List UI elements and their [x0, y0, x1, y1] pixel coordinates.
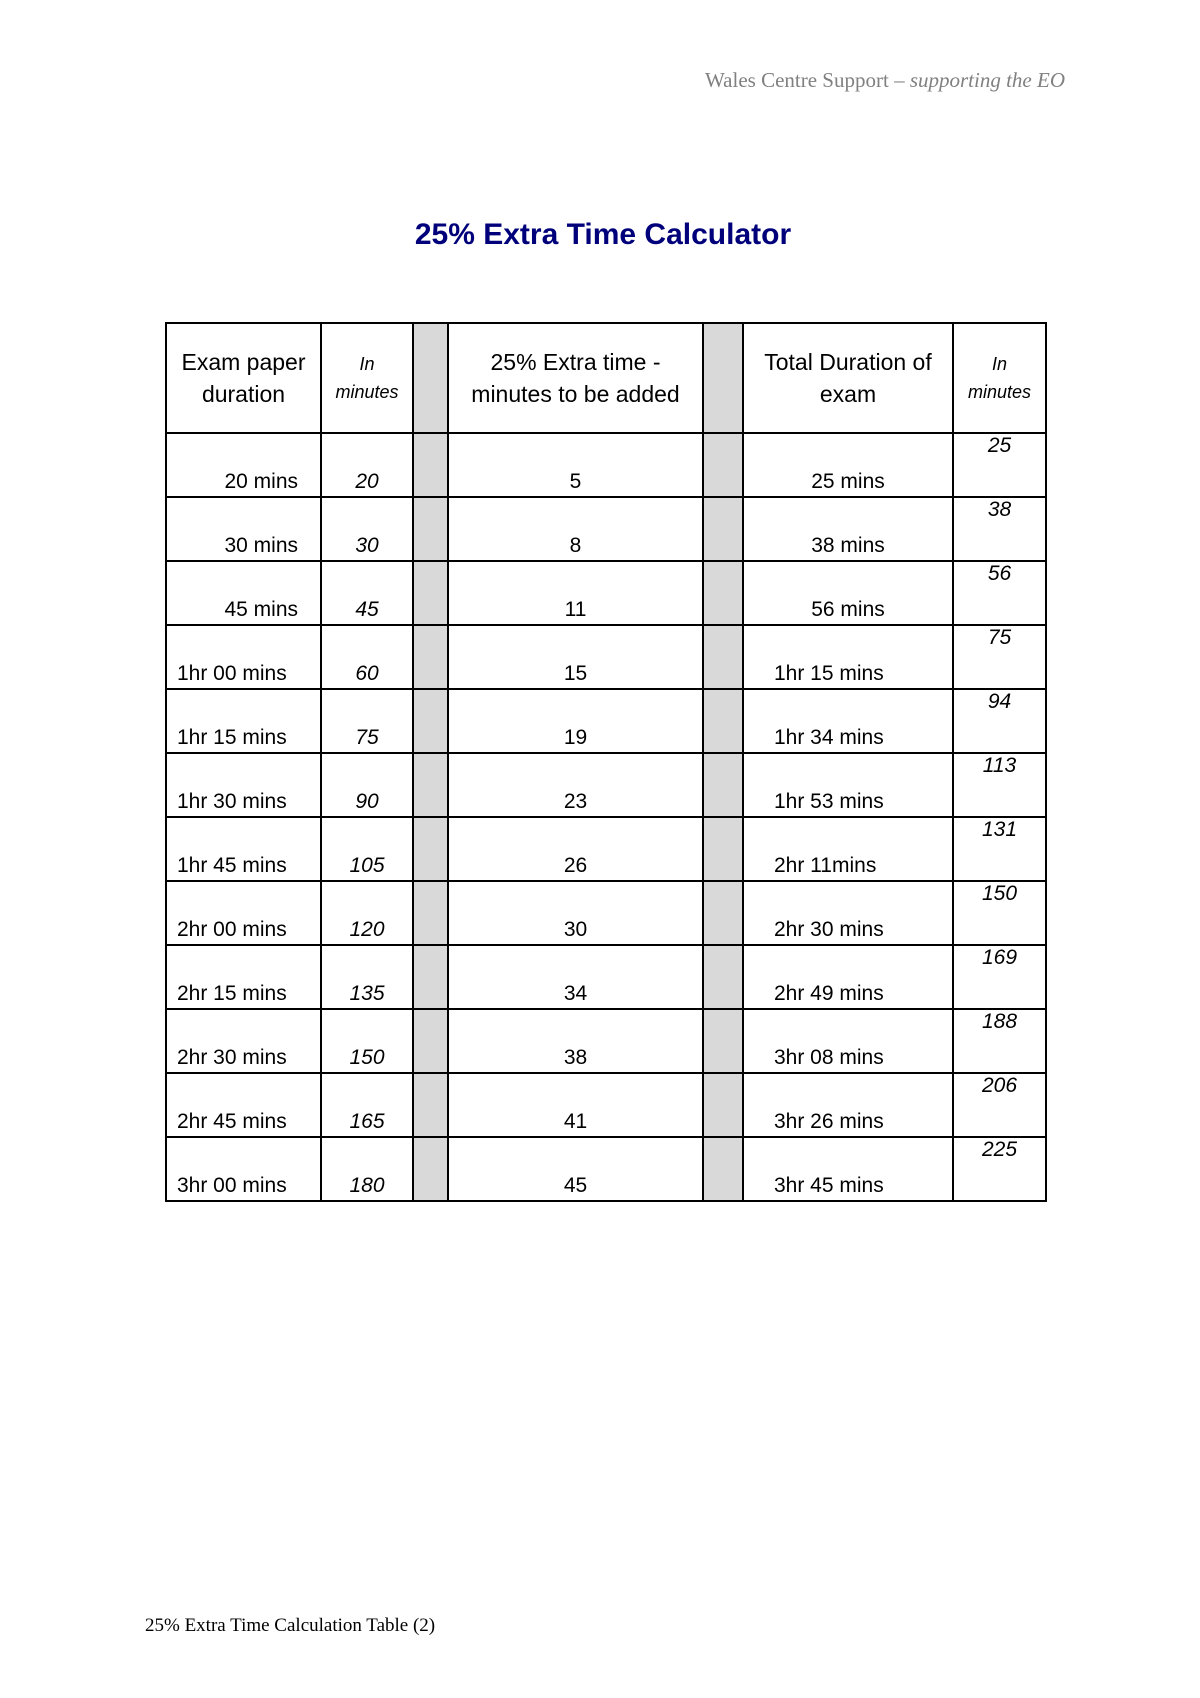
cell-extra-minutes: 26 — [448, 817, 703, 881]
cell-spacer — [703, 881, 743, 945]
cell-spacer — [413, 1009, 448, 1073]
cell-spacer — [413, 881, 448, 945]
cell-spacer — [703, 817, 743, 881]
cell-extra-minutes: 30 — [448, 881, 703, 945]
cell-total-minutes: 38 — [953, 497, 1046, 561]
extra-time-table — [165, 322, 1047, 1202]
cell-total-minutes: 206 — [953, 1073, 1046, 1137]
cell-spacer — [413, 945, 448, 1009]
cell-total-duration: 2hr 30 mins — [743, 881, 953, 945]
cell-minutes: 120 — [321, 881, 413, 945]
cell-duration: 2hr 30 mins — [166, 1009, 321, 1073]
cell-extra-minutes: 15 — [448, 625, 703, 689]
table-row — [166, 1137, 1046, 1201]
table-row — [166, 945, 1046, 1009]
cell-minutes: 105 — [321, 817, 413, 881]
cell-minutes: 60 — [321, 625, 413, 689]
header-extra-time: 25% Extra time - minutes to be added — [448, 323, 703, 433]
cell-spacer — [703, 497, 743, 561]
cell-total-minutes: 94 — [953, 689, 1046, 753]
cell-total-minutes: 75 — [953, 625, 1046, 689]
cell-minutes: 150 — [321, 1009, 413, 1073]
cell-total-duration: 56 mins — [743, 561, 953, 625]
cell-minutes: 75 — [321, 689, 413, 753]
table-row — [166, 433, 1046, 497]
cell-total-minutes: 150 — [953, 881, 1046, 945]
cell-minutes: 30 — [321, 497, 413, 561]
cell-total-duration: 1hr 34 mins — [743, 689, 953, 753]
cell-spacer — [413, 689, 448, 753]
cell-total-minutes: 131 — [953, 817, 1046, 881]
table-row — [166, 625, 1046, 689]
cell-duration: 30 mins — [166, 497, 321, 561]
cell-minutes: 90 — [321, 753, 413, 817]
table-row — [166, 881, 1046, 945]
cell-extra-minutes: 41 — [448, 1073, 703, 1137]
cell-duration: 45 mins — [166, 561, 321, 625]
table-row — [166, 1009, 1046, 1073]
cell-total-minutes: 169 — [953, 945, 1046, 1009]
cell-spacer — [703, 1009, 743, 1073]
cell-extra-minutes: 11 — [448, 561, 703, 625]
table-row — [166, 817, 1046, 881]
cell-duration: 3hr 00 mins — [166, 1137, 321, 1201]
table-row — [166, 561, 1046, 625]
cell-spacer — [413, 817, 448, 881]
cell-total-duration: 2hr 11mins — [743, 817, 953, 881]
table-row — [166, 497, 1046, 561]
cell-duration: 1hr 15 mins — [166, 689, 321, 753]
cell-extra-minutes: 23 — [448, 753, 703, 817]
cell-spacer — [703, 1073, 743, 1137]
table-row — [166, 1073, 1046, 1137]
header-exam-duration: Exam paper duration — [166, 323, 321, 433]
table-header-row — [166, 323, 1046, 433]
cell-spacer — [413, 497, 448, 561]
cell-duration: 2hr 15 mins — [166, 945, 321, 1009]
cell-total-minutes: 225 — [953, 1137, 1046, 1201]
cell-duration: 1hr 00 mins — [166, 625, 321, 689]
header-tagline: supporting the EO — [909, 68, 1065, 92]
cell-total-duration: 1hr 53 mins — [743, 753, 953, 817]
cell-duration: 2hr 45 mins — [166, 1073, 321, 1137]
cell-spacer — [413, 1137, 448, 1201]
cell-spacer — [413, 1073, 448, 1137]
cell-spacer — [703, 945, 743, 1009]
cell-extra-minutes: 5 — [448, 433, 703, 497]
table-body — [166, 433, 1046, 1201]
cell-total-minutes: 188 — [953, 1009, 1046, 1073]
cell-spacer — [703, 753, 743, 817]
cell-minutes: 20 — [321, 433, 413, 497]
cell-total-minutes: 113 — [953, 753, 1046, 817]
cell-duration: 2hr 00 mins — [166, 881, 321, 945]
cell-total-duration: 3hr 45 mins — [743, 1137, 953, 1201]
page-footer: 25% Extra Time Calculation Table (2) — [145, 1615, 436, 1636]
cell-total-duration: 1hr 15 mins — [743, 625, 953, 689]
header-in-minutes: In minutes — [321, 323, 413, 433]
cell-total-minutes: 25 — [953, 433, 1046, 497]
cell-spacer — [703, 689, 743, 753]
cell-extra-minutes: 45 — [448, 1137, 703, 1201]
cell-extra-minutes: 19 — [448, 689, 703, 753]
cell-spacer — [703, 433, 743, 497]
cell-total-minutes: 56 — [953, 561, 1046, 625]
cell-total-duration: 2hr 49 mins — [743, 945, 953, 1009]
cell-extra-minutes: 38 — [448, 1009, 703, 1073]
cell-minutes: 165 — [321, 1073, 413, 1137]
cell-extra-minutes: 8 — [448, 497, 703, 561]
table-row — [166, 753, 1046, 817]
cell-spacer — [413, 433, 448, 497]
cell-spacer — [413, 561, 448, 625]
cell-extra-minutes: 34 — [448, 945, 703, 1009]
cell-minutes: 45 — [321, 561, 413, 625]
header-spacer-1 — [413, 323, 448, 433]
cell-duration: 20 mins — [166, 433, 321, 497]
cell-minutes: 135 — [321, 945, 413, 1009]
cell-minutes: 180 — [321, 1137, 413, 1201]
cell-spacer — [703, 625, 743, 689]
cell-total-duration: 25 mins — [743, 433, 953, 497]
header-total-in-minutes: In minutes — [953, 323, 1046, 433]
cell-duration: 1hr 30 mins — [166, 753, 321, 817]
page-title: 25% Extra Time Calculator — [414, 218, 792, 251]
cell-total-duration: 38 mins — [743, 497, 953, 561]
cell-spacer — [413, 625, 448, 689]
cell-spacer — [703, 561, 743, 625]
page-header — [705, 68, 1065, 93]
cell-duration: 1hr 45 mins — [166, 817, 321, 881]
cell-total-duration: 3hr 26 mins — [743, 1073, 953, 1137]
cell-spacer — [703, 1137, 743, 1201]
header-spacer-2 — [703, 323, 743, 433]
cell-spacer — [413, 753, 448, 817]
header-org: Wales Centre Support – — [705, 68, 905, 92]
cell-total-duration: 3hr 08 mins — [743, 1009, 953, 1073]
table-row — [166, 689, 1046, 753]
header-total-duration: Total Duration of exam — [743, 323, 953, 433]
